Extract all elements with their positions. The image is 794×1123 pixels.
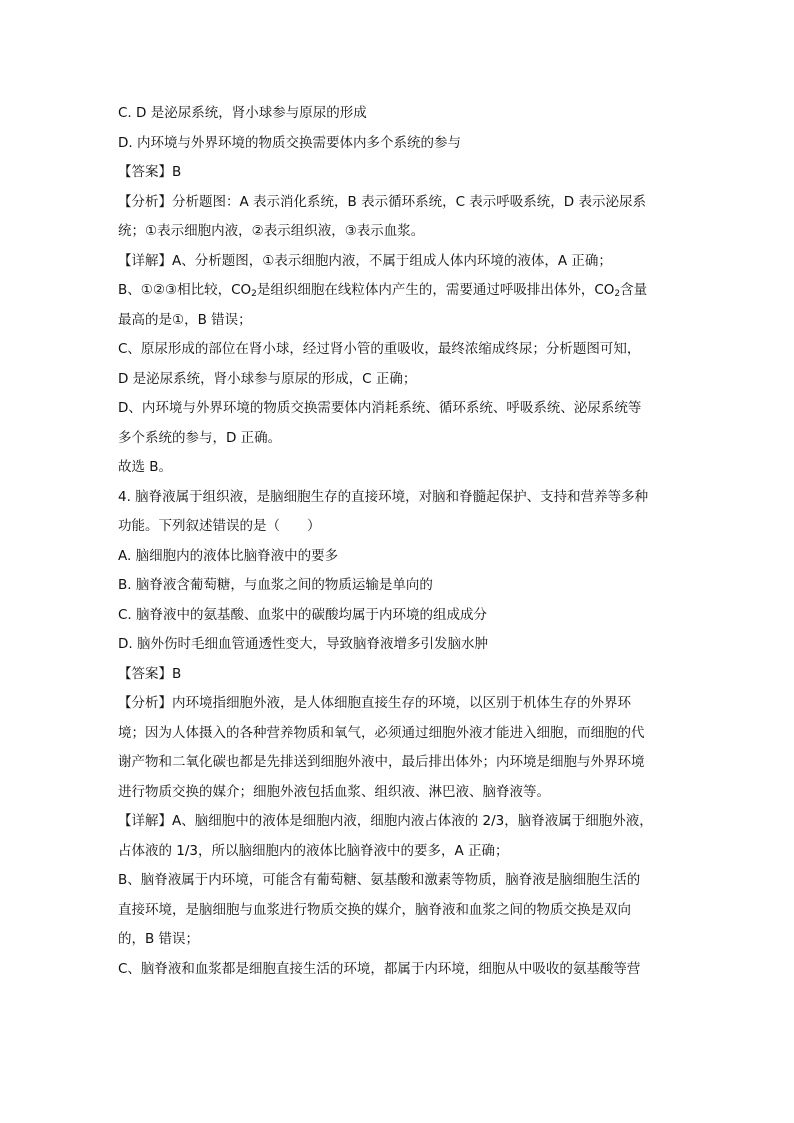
q3-detail-line-co2 [118,276,684,306]
q4-stem-line: 功能。下列叙述错误的是（ ） [118,518,321,534]
q4-detail-line: 的，B 错误； [118,931,200,947]
text-segment: 是组织细胞在线粒体内产生的，需要通过呼吸排出体外，CO [256,282,615,298]
q3-detail-line: C、原尿形成的部位在肾小球，经过肾小管的重吸收，最终浓缩成终尿；分析题图可知， [118,341,641,357]
q3-detail-line: D、内环境与外界环境的物质交换需要体内消耗系统、循环系统、呼吸系统、泌尿系统等 [118,400,642,416]
q3-analysis-line: 【分析】分析题图：A 表示消化系统，B 表示循环系统，C 表示呼吸系统，D 表示泌尿系 [118,193,646,210]
q3-detail-line: 最高的是①，B 错误； [118,311,252,328]
q4-detail-line: C、脑脊液和血浆都是细胞直接生活的环境，都属于内环境，细胞从中吸收的氨基酸等营 [118,960,641,977]
q4-detail-line: 直接环境，是脑细胞与血浆进行物质交换的媒介，脑脊液和血浆之间的物质交换是双向 [118,901,631,918]
q3-option-c: C. D 是泌尿系统，肾小球参与原尿的形成 [118,105,367,121]
q3-answer: 【答案】B [118,164,182,180]
q4-option-b: B. 脑脊液含葡萄糖，与血浆之间的物质运输是单向的 [118,577,433,593]
text-segment: 含量 [620,282,648,298]
q3-detail-line: 【详解】A、分析题图，①表示细胞内液，不属于组成人体内环境的液体，A 正确； [118,252,612,269]
q3-detail-line: D 是泌尿系统，肾小球参与原尿的形成，C 正确； [118,370,417,387]
q4-option-c: C. 脑脊液中的氨基酸、血浆中的碳酸均属于内环境的组成成分 [118,606,488,623]
q4-detail-line: B、脑脊液属于内环境，可能含有葡萄糖、氨基酸和激素等物质，脑脊液是脑细胞生活的 [118,872,641,888]
q4-option-a: A. 脑细胞内的液体比脑脊液中的要多 [118,547,339,564]
q4-analysis-line: 进行物质交换的媒介；细胞外液包括血浆、组织液、淋巴液、脑脊液等。 [118,783,550,800]
q4-answer: 【答案】B [118,665,182,682]
q3-detail-line: 多个系统的参与，D 正确。 [118,429,282,446]
q3-analysis-line: 统；①表示细胞内液，②表示组织液，③表示血浆。 [118,223,425,239]
q4-detail-line: 占体液的 1/3，所以脑细胞内的液体比脑脊液中的要多，A 正确； [118,842,509,859]
q4-stem-line: 4. 脑脊液属于组织液，是脑细胞生存的直接环境，对脑和脊髓起保护、支持和营养等多种 [118,488,649,505]
q4-detail-line: 【详解】A、脑细胞中的液体是细胞内液，细胞内液占体液的 2/3，脑脊液属于细胞外液， [118,813,653,829]
q4-option-d: D. 脑外伤时毛细血管通透性变大，导致脑脊液增多引发脑水肿 [118,636,488,652]
q4-analysis-line: 【分析】内环境指细胞外液，是人体细胞直接生存的环境，以区别于机体生存的外界环 [118,695,631,711]
subscript: 2 [614,289,621,299]
text-segment: B、①②③相比较，CO [118,282,252,298]
q3-option-d: D. 内环境与外界环境的物质交换需要体内多个系统的参与 [118,134,461,151]
q4-analysis-line: 境；因为人体摄入的各种营养物质和氧气，必须通过细胞外液才能进入细胞，而细胞的代 [118,724,645,741]
q4-analysis-line: 谢产物和二氧化碳也都是先排送到细胞外液中，最后排出体外；内环境是细胞与外界环境 [118,754,645,770]
subscript: 2 [251,289,257,299]
q3-conclusion: 故选 B。 [118,459,173,475]
document-body [118,99,684,984]
